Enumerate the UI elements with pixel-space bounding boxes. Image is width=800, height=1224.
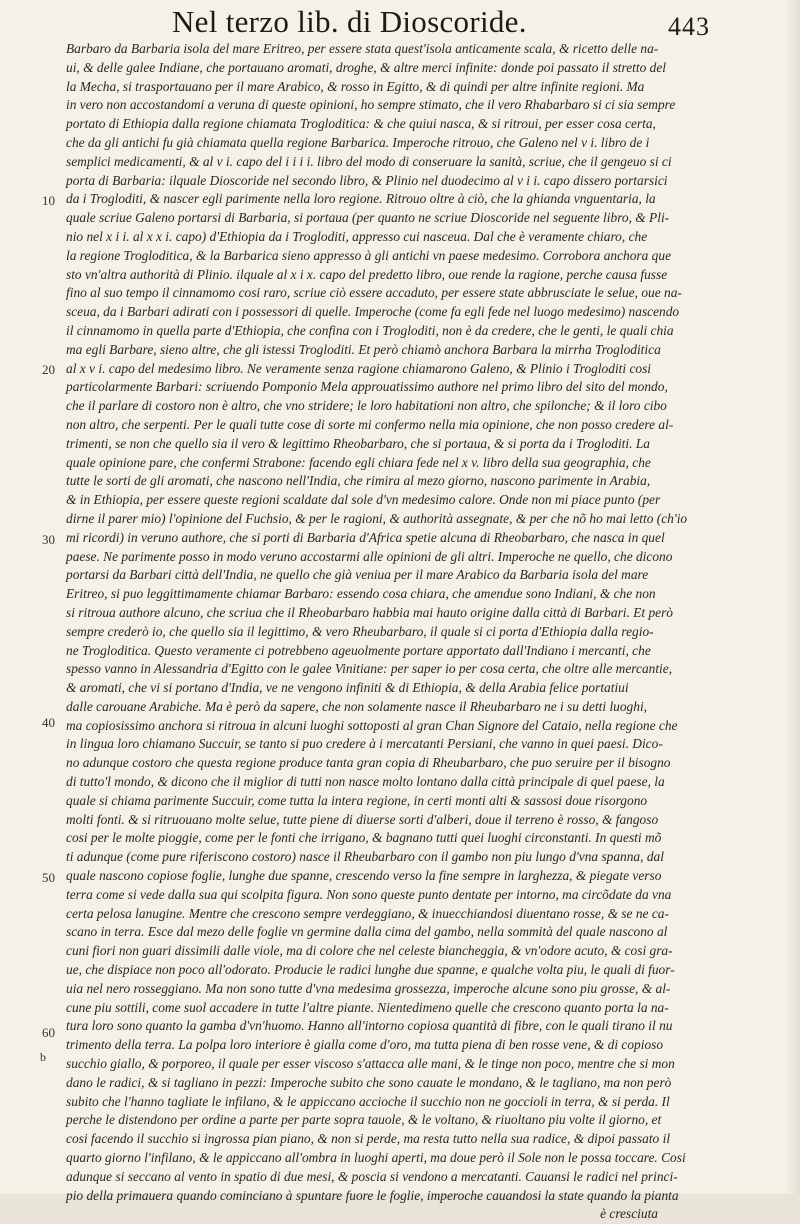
text-line: cosi per le molte pioggie, come per le fonti che irrigano, & bagnano tutti quei luoghi circonstanti. In questi mõ bbox=[66, 830, 662, 846]
text-line: in lingua loro chiamano Succuir, se tanto si puo credere à i mercatanti Persiani, che vanno in quei paesi. Dico- bbox=[66, 736, 663, 752]
text-line: semplici medicamenti, & al v i. capo del i i i i. libro del modo di conseruare la sanità, scriue, che il gengeuo si ci bbox=[66, 153, 672, 169]
text-line: & in Ethiopia, per essere queste regioni scaldate dal sole d'vn medesimo calore. Onde non mi piace punto (per bbox=[66, 492, 661, 508]
text-line: cuni fiori non guari dissimili dalle viole, ma di colore che nel celeste biancheggia, & vn'odore acuto, & cosi gra- bbox=[66, 943, 673, 959]
text-line: il cinnamomo in quella parte d'Ethiopia, che confina con i Trogloditi, non è da credere, che le genti, le quali chia bbox=[66, 322, 674, 338]
text-line: portarsi da Barbari città dell'India, ne quello che già veniua per il mare Arabico da Barbaria isola del mare bbox=[66, 567, 649, 583]
text-line: quale scriue Galeno portarsi di Barbaria, si portaua (per quanto ne scriue Dioscoride nel seguente libro, & Pli- bbox=[66, 210, 670, 226]
line-number-40: 40 bbox=[42, 715, 55, 730]
text-line: ti adunque (come pure riferiscono costoro) nasce il Rheubarbaro con il gambo non piu lungo d'vna spanna, dal bbox=[66, 849, 664, 865]
text-line: di tutto'l mondo, & dicono che il miglior di tutti non nasce molto lontano dalla città principale di quel paese, la bbox=[66, 774, 665, 790]
text-line: quale si chiama parimente Succuir, come tutta la intera regione, in certi monti alti & sassosi doue risorgono bbox=[66, 792, 648, 808]
text-line: spesso vanno in Alessandria d'Egitto con le galee Vinitiane: per saper io per cosa certa, che oltre alle mercantie, bbox=[66, 661, 673, 677]
page-edge-shadow bbox=[786, 0, 800, 1194]
text-line: la regione Trogloditica, & la Barbarica sieno appresso à gli antichi vn paese medesimo. Corrobora anchora que bbox=[66, 247, 672, 263]
text-line: molti fonti. & si ritruouano molte selue, tutte piene di diuerse sorti d'alberi, doue il terreno è rosso, & fangoso bbox=[66, 811, 659, 827]
text-line: al x v i. capo del medesimo libro. Ne veramente senza ragione chiamarono Galeno, & Plinio i Trogloditi cosi bbox=[66, 360, 652, 376]
text-line: portato di Ethiopia dalla regione chiamata Trogloditica: & che quiui nasca, & si ritroui, per esser cosa certa, bbox=[66, 116, 656, 132]
text-line: sempre crederò io, che quello sia il legittimo, & vero Rheubarbaro, il quale si ci porta d'Ethiopia dalla regio- bbox=[66, 623, 654, 639]
text-line: cosi facendo il succhio si ingrossa pian piano, & non si perde, ma resta tutto nella sua radice, & dipoi passato il bbox=[66, 1131, 671, 1147]
text-line: dano le radici, & si tagliano in pezzi: Imperoche subito che sono cauate le mondano, & le tagliano, ma non però bbox=[66, 1074, 672, 1090]
text-line: si ritroua authore alcuno, che scriua che il Rheobarbaro habbia mai hauto origine dalla città di Barbari. Et però bbox=[66, 604, 673, 620]
body-text bbox=[66, 40, 688, 1224]
text-line: non altro, che serpenti. Per le quali tutte cose di sorte mi confermo nella mia opinione, che non posso credere al- bbox=[66, 416, 674, 432]
text-line: dirne il parer mio) l'opinione del Fuchsio, & per le ragioni, & authorità assegnate, & per che nõ ho mai letto (ch'io bbox=[66, 510, 688, 526]
text-line: ne Trogloditica. Questo veramente ci potrebbeno ageuolmente portare apportato dall'Indiano i mercanti, che bbox=[66, 642, 651, 658]
text-line: adunque si seccano al vento in spatio di due mesi, & poscia si vendono a mercatanti. Cauansi le radici nel princi- bbox=[66, 1168, 678, 1184]
text-line: trimenti, se non che quello sia il vero & legittimo Rheobarbaro, che si portaua, & si porta da i Trogloditi. La bbox=[66, 435, 650, 451]
text-line: ue, che dispiace non poco all'odorato. Producie le radici lunghe due spanne, e qualche volta piu, le quali di fuor- bbox=[66, 962, 675, 978]
line-number-50: 50 bbox=[42, 870, 55, 885]
text-line: quale nascono copiose foglie, lunghe due spanne, crescendo verso la fine sempre in larghezza, & piegate verso bbox=[66, 868, 662, 884]
text-line: no adunque costoro che questa regione produce tanta gran copia di Rheubarbaro, che puo seruire per il bisogno bbox=[66, 755, 671, 771]
text-line: è cresciuta bbox=[600, 1206, 658, 1222]
text-line: perche le distendono per ordine a parte per parte sopra tauole, & le voltano, & riuoltano piu volte il giorno, et bbox=[66, 1112, 662, 1128]
page-number: 443 bbox=[668, 12, 710, 41]
margin-mark: b bbox=[40, 1050, 46, 1064]
text-line: uia nel nero rosseggiano. Ma non sono tutte d'vna medesima grossezza, imperoche alcune sono piu grosse, & al- bbox=[66, 980, 671, 996]
text-line: pio della primauera quando cominciano à spuntare fuore le foglie, imperoche cauandosi la state quando la pianta bbox=[66, 1187, 679, 1203]
text-line: nio nel x i i. al x x i. capo) d'Ethiopia da i Trogloditi, appresso cui nasceua. Dal che è veramente chiaro, che bbox=[66, 228, 648, 244]
text-line: terra come si vede dalla sua qui scolpita figura. Non sono queste punto dentate per intorno, ma circõdate da vna bbox=[66, 886, 672, 902]
text-line: & aromati, che vi si portano d'India, ve ne vengono infiniti & di Ethiopia, & della Arabia felice portatiui bbox=[66, 680, 629, 696]
text-line: quarto giorno l'infilano, & le appiccano all'ombra in luoghi aperti, ma doue però il Sole non le possa toccare. Cosi bbox=[66, 1150, 686, 1166]
text-line: porta di Barbaria: ilquale Dioscoride nel secondo libro, & Plinio nel duodecimo al v i i. capo dissero portarsici bbox=[66, 172, 668, 188]
text-line: certa pelosa lanugine. Mentre che crescono sempre verdeggiano, & inuecchiandosi diuentano rosse, & se ne ca- bbox=[66, 905, 669, 921]
text-line: subito che l'hanno tagliate le infilano, & le appiccano accioche il succhio non ne goccioli in terra, & si perda. Il bbox=[66, 1093, 670, 1109]
text-line: particolarmente Barbari: scriuendo Pomponio Mela approuatissimo authore nel primo libro del sito del mondo, bbox=[66, 379, 668, 395]
line-number-10: 10 bbox=[42, 193, 55, 208]
text-line: ma egli Barbare, sieno altre, che gli istessi Trogloditi. Et però chiamò anchora Barbara la mirrha Trogloditica bbox=[66, 341, 661, 357]
text-line: dalle carouane Arabiche. Ma è però da sapere, che non solamente nasce il Rheubarbaro ne i su detti luoghi, bbox=[66, 698, 648, 714]
text-line: tutte le sorti de gli aromati, che nascono nell'India, che rimira al mezo giorno, nascono parimente in Arabia, bbox=[66, 473, 651, 489]
line-number-60: 60 bbox=[42, 1025, 55, 1040]
text-line: ui, & delle galee Indiane, che portauano aromati, droghe, & altre merci infinite: donde poi passato il stretto del bbox=[66, 59, 667, 75]
text-line: tura loro sono quanto la gamba d'vn'huomo. Hanno all'intorno copiosa quantità di fibre, con le quali tirano il nu bbox=[66, 1018, 673, 1034]
text-line: da i Trogloditi, & nascer egli parimente nella loro regione. Ritrouo oltre à ciò, che la ghianda vnguentaria, la bbox=[66, 191, 656, 207]
text-line: la Mecha, si trasportauano per il mare Arabico, & rosso in Egitto, & di quindi per altre infinite regioni. Ma bbox=[66, 78, 645, 94]
line-number-30: 30 bbox=[42, 532, 55, 547]
text-line: che il parlare di costoro non è altro, che vno stridere; le loro habitationi non altro, che spilonche; & il loro cibo bbox=[66, 398, 667, 414]
text-line: Barbaro da Barbaria isola del mare Eritreo, per essere stata quest'isola anticamente scala, & ricetto delle na- bbox=[66, 41, 659, 56]
text-line: cune piu sottili, come suol accadere in tutte l'altre piante. Nientedimeno quelle che crescono quanto porta la na- bbox=[66, 999, 669, 1015]
line-number-20: 20 bbox=[42, 362, 55, 377]
text-line: trimento della terra. La polpa loro interiore è gialla come d'oro, ma tutta piena di ben rosse vene, & di copioso bbox=[66, 1037, 664, 1053]
text-line: in vero non accostandomi a veruna di queste opinioni, ho sempre stimato, che il vero Rhabarbaro si ci sia sempre bbox=[66, 97, 676, 113]
running-title: Nel terzo lib. di Dioscoride. bbox=[172, 4, 527, 39]
text-line: scano in terra. Esce dal mezo delle foglie vn germine dalla cima del gambo, nella sommità del quale nascono al bbox=[66, 924, 668, 940]
text-line: che da gli antichi fu già chiamata quella regione Barbarica. Imperoche ritrouo, che Galeno nel v i. libro de i bbox=[66, 134, 650, 150]
text-line: mi ricordi) in veruno authore, che si porti di Barbaria d'Africa spetie alcuna di Rheobarbaro, che nasca in quel bbox=[66, 529, 665, 545]
text-line: sto vn'altra authorità di Plinio. ilquale al x i x. capo del predetto libro, oue rende la ragione, perche causa fusse bbox=[66, 266, 668, 282]
text-line: ma copiosissimo anchora si ritroua in alcuni luoghi sottoposti al gran Chan Signore del Cataio, nella regione che bbox=[66, 717, 678, 733]
text-line: Eritreo, si puo leggittimamente chiamar Barbaro: essendo cosa chiara, che amendue sono Indiani, & che non bbox=[66, 586, 656, 602]
text-line: fino al suo tempo il cinnamomo cosi raro, scriue ciò essere accaduto, per essere state abbrusciate le selue, oue na- bbox=[66, 285, 682, 301]
text-line: sceua, da i Barbari adirati con i possessori di quelle. Imperoche (come fa egli fede nel luogo medesimo) nascendo bbox=[66, 304, 680, 320]
text-line: quale opinione pare, che confermi Strabone: facendo egli chiara fede nel x v. libro della sua geographia, che bbox=[66, 454, 651, 470]
text-line: paese. Ne parimente posso in modo veruno accostarmi alle opinioni de gli altri. Imperoche ne quello, che dicono bbox=[66, 548, 673, 564]
text-line: succhio giallo, & porporeo, il quale per esser viscoso s'attacca alle mani, & le tinge non poco, mentre che si mon bbox=[66, 1056, 675, 1072]
